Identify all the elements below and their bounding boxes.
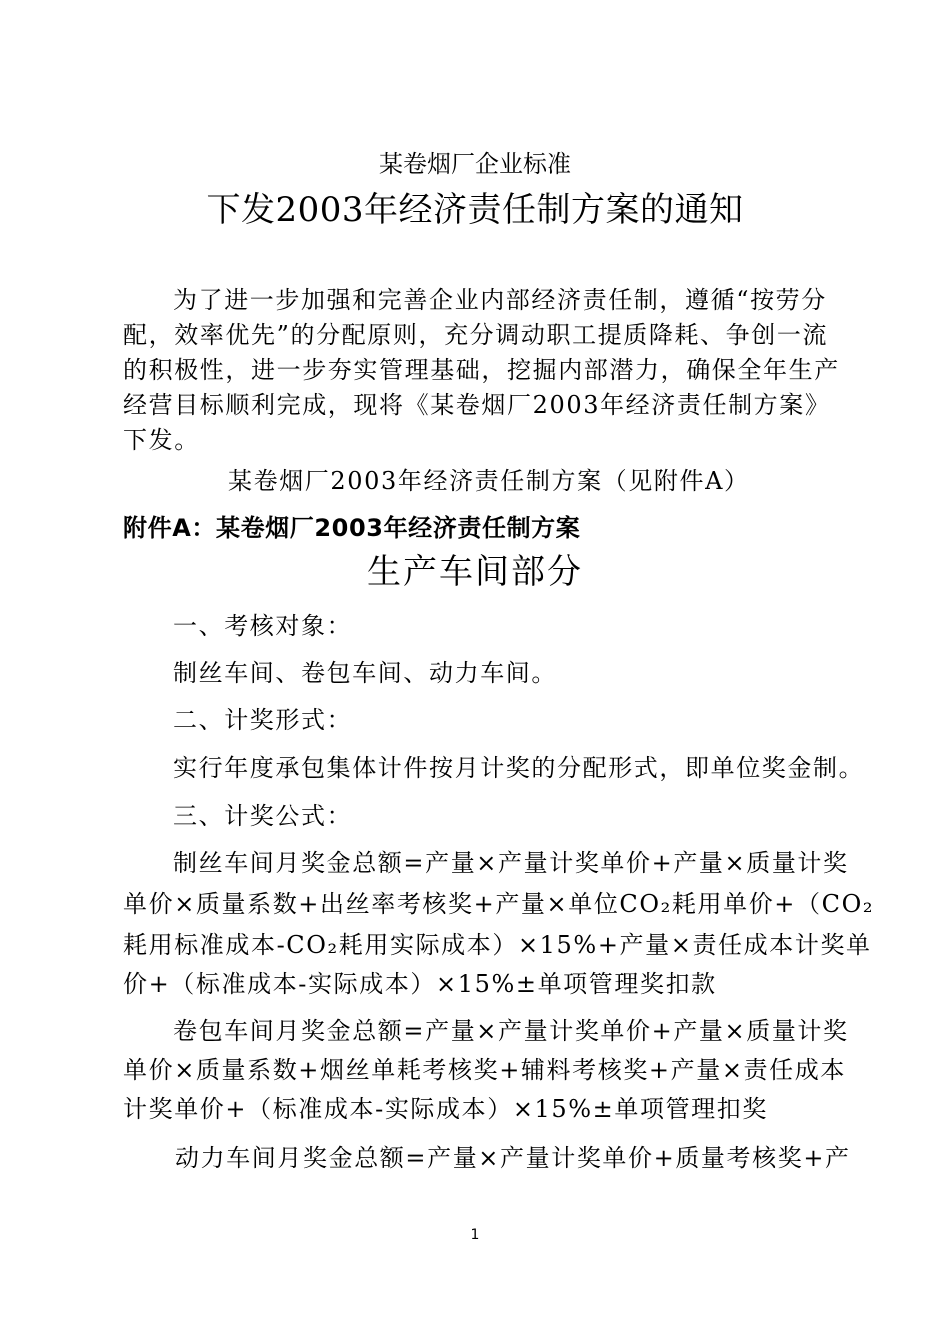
intro-line: 为了进一步加强和完善企业内部经济责任制，遵循“按劳分 [173, 286, 827, 314]
intro-line: 配，效率优先”的分配原则，充分调动职工提质降耗、争创一流 [123, 321, 829, 349]
intro-line: 下发。 [123, 426, 200, 454]
intro-line: 的积极性，进一步夯实管理基础，挖掘内部潜力，确保全年生产 [123, 356, 840, 384]
item1-text: 制丝车间、卷包车间、动力车间。 [173, 659, 557, 687]
formula-line: 耗用标准成本-CO₂耗用实际成本）×15%+产量×责任成本计奖单 [123, 931, 872, 959]
item1-heading: 一、考核对象： [173, 612, 353, 640]
section-title: 生产车间部分 [367, 552, 583, 592]
attachment-heading: 附件A：某卷烟厂2003年经济责任制方案 [123, 514, 581, 542]
formula-line: 单价×质量系数+出丝率考核奖+产量×单位CO₂耗用单价+（CO₂ [123, 890, 875, 918]
document-title: 下发2003年经济责任制方案的通知 [206, 190, 744, 230]
formula-line: 计奖单价+（标准成本-实际成本）×15%±单项管理扣奖 [123, 1095, 768, 1123]
formula-line: 单价×质量系数+烟丝单耗考核奖+辅料考核奖+产量×责任成本 [123, 1056, 846, 1084]
item2-text: 实行年度承包集体计件按月计奖的分配形式，即单位奖金制。 [173, 754, 865, 782]
formula-line: 价+（标准成本-实际成本）×15%±单项管理奖扣款 [123, 970, 717, 998]
formula-line: 制丝车间月奖金总额=产量×产量计奖单价+产量×质量计奖 [173, 849, 849, 877]
item2-heading: 二、计奖形式： [173, 706, 353, 734]
item3-heading: 三、计奖公式： [173, 802, 353, 830]
org-standard-label: 某卷烟厂企业标准 [379, 150, 571, 178]
formula-line: 动力车间月奖金总额=产量×产量计奖单价+质量考核奖+产 [175, 1144, 851, 1172]
attachment-reference: 某卷烟厂2003年经济责任制方案（见附件A） [228, 467, 750, 495]
page-number: 1 [470, 1227, 480, 1243]
intro-line: 经营目标顺利完成，现将《某卷烟厂2003年经济责任制方案》 [123, 391, 831, 419]
formula-line: 卷包车间月奖金总额=产量×产量计奖单价+产量×质量计奖 [173, 1017, 849, 1045]
